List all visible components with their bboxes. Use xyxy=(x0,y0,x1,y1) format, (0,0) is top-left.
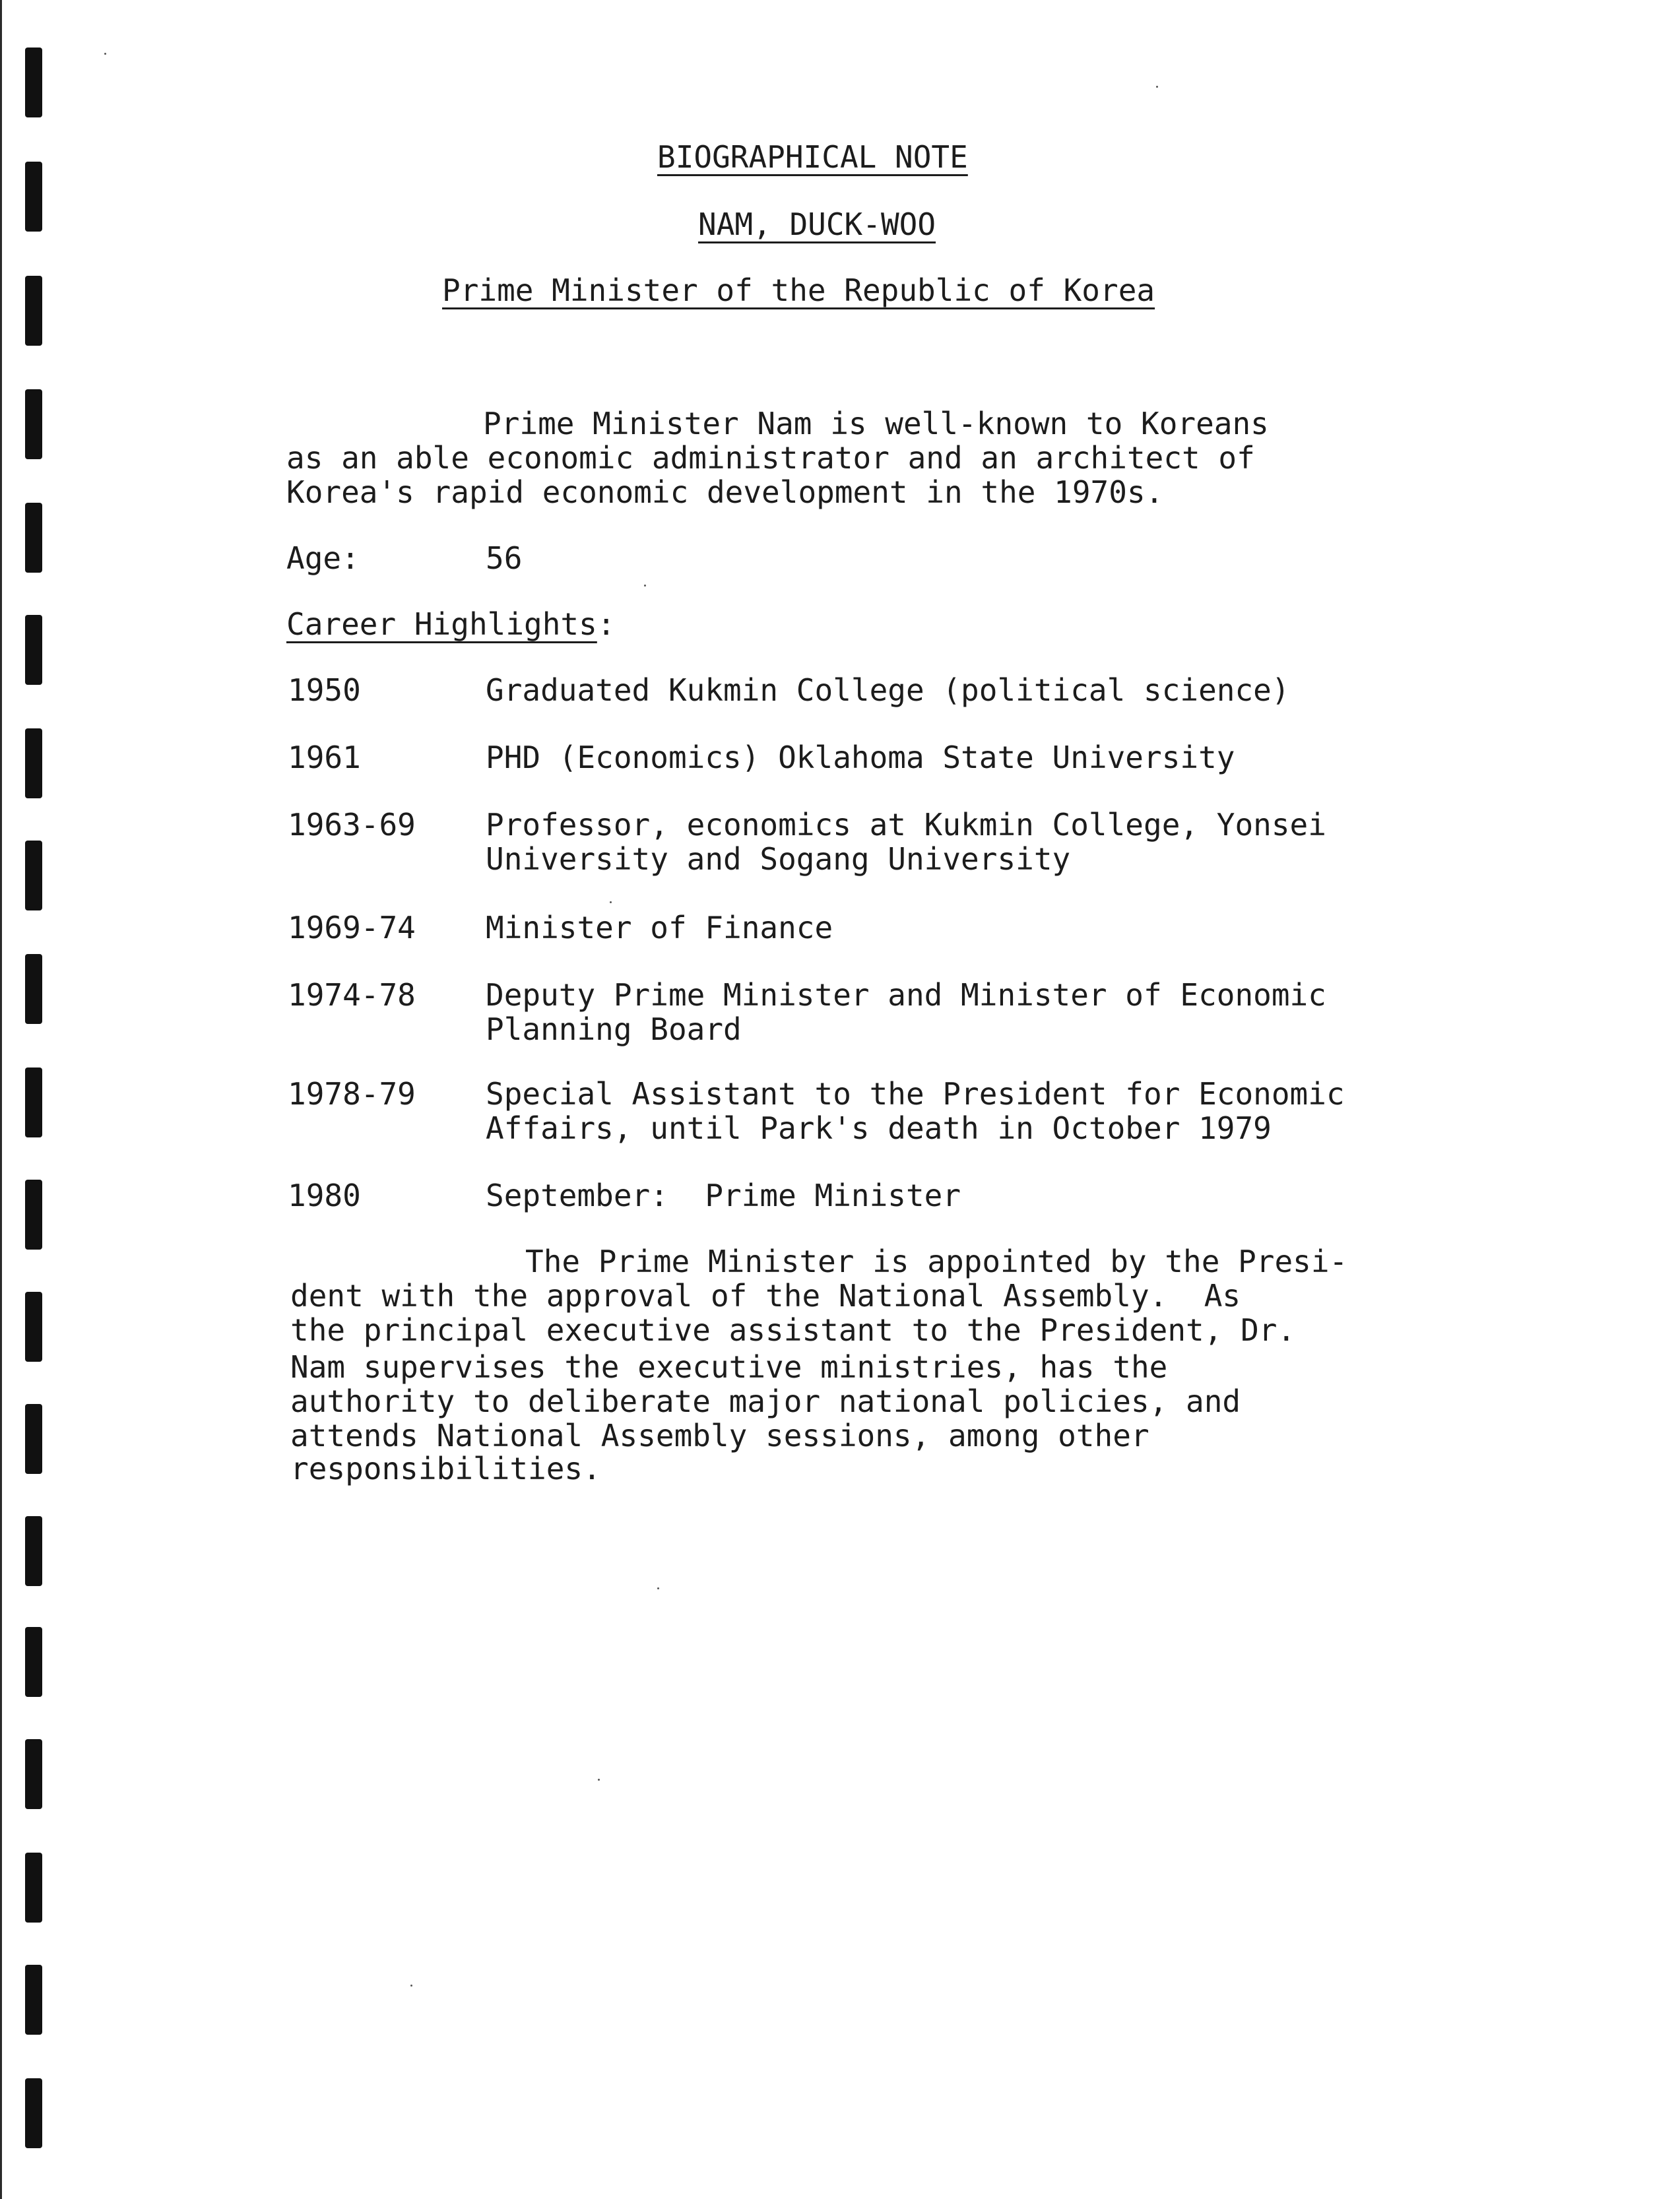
intro-line: Korea's rapid economic development in the 1970s. xyxy=(286,474,1164,510)
age-value: 56 xyxy=(486,540,523,576)
intro-line: as an able economic administrator and an architect of xyxy=(286,440,1255,476)
career-description: Affairs, until Park's death in October 1979 xyxy=(486,1110,1272,1146)
career-colon: : xyxy=(597,606,616,642)
binding-hole xyxy=(25,276,42,346)
person-name: NAM, DUCK-WOO xyxy=(698,207,936,242)
binding-hole xyxy=(25,389,42,459)
scan-speck xyxy=(644,585,646,587)
binding-hole xyxy=(25,1516,42,1586)
career-year: 1961 xyxy=(288,740,361,775)
binding-hole xyxy=(25,1404,42,1474)
binding-hole xyxy=(25,503,42,573)
scan-speck xyxy=(104,53,106,55)
binding-hole xyxy=(25,1739,42,1809)
document-title: BIOGRAPHICAL NOTE xyxy=(657,139,968,175)
scan-speck xyxy=(657,1587,659,1589)
career-description: Minister of Finance xyxy=(486,910,833,945)
career-description: Planning Board xyxy=(486,1011,742,1047)
binding-hole xyxy=(25,1965,42,2035)
scan-speck xyxy=(598,1779,600,1781)
binding-hole xyxy=(25,1292,42,1362)
binding-hole xyxy=(25,728,42,798)
binding-hole xyxy=(25,1180,42,1250)
binding-hole xyxy=(25,1627,42,1697)
binding-hole xyxy=(25,48,42,117)
page-edge xyxy=(0,0,2,2199)
closing-line: attends National Assembly sessions, among other xyxy=(290,1418,1149,1453)
career-year: 1980 xyxy=(288,1178,361,1213)
career-year: 1950 xyxy=(288,672,361,708)
career-description: Deputy Prime Minister and Minister of Economic xyxy=(486,977,1326,1013)
career-label: Career Highlights xyxy=(286,606,597,642)
career-heading xyxy=(286,607,616,641)
binding-hole xyxy=(25,1068,42,1137)
binding-hole xyxy=(25,615,42,685)
closing-line: The Prime Minister is appointed by the Presi- xyxy=(525,1244,1348,1279)
position-title: Prime Minister of the Republic of Korea xyxy=(442,272,1155,308)
career-description: University and Sogang University xyxy=(486,841,1071,877)
career-description: Graduated Kukmin College (political science) xyxy=(486,672,1290,708)
career-year: 1963-69 xyxy=(288,807,416,843)
career-description: Special Assistant to the President for Economic xyxy=(486,1076,1345,1112)
career-year: 1974-78 xyxy=(288,977,416,1013)
age-label: Age: xyxy=(286,540,360,576)
binding-hole xyxy=(25,162,42,232)
closing-line: the principal executive assistant to the President, Dr. xyxy=(290,1312,1296,1348)
career-description: PHD (Economics) Oklahoma State University xyxy=(486,740,1235,775)
scan-speck xyxy=(1156,86,1158,88)
closing-line: dent with the approval of the National Assembly. As xyxy=(290,1278,1241,1314)
binding-hole xyxy=(25,841,42,910)
binding-hole xyxy=(25,1853,42,1923)
career-year: 1969-74 xyxy=(288,910,416,945)
career-year: 1978-79 xyxy=(288,1076,416,1112)
closing-line: Nam supervises the executive ministries, has the xyxy=(290,1349,1168,1385)
scan-speck xyxy=(410,1985,412,1987)
closing-line: responsibilities. xyxy=(290,1451,601,1486)
scan-speck xyxy=(610,901,612,903)
intro-line: Prime Minister Nam is well-known to Koreans xyxy=(483,406,1269,441)
career-description: Professor, economics at Kukmin College, Yonsei xyxy=(486,807,1326,843)
binding-hole xyxy=(25,2078,42,2148)
closing-line: authority to deliberate major national policies, and xyxy=(290,1384,1241,1419)
career-description: September: Prime Minister xyxy=(486,1178,961,1213)
binding-hole xyxy=(25,954,42,1024)
